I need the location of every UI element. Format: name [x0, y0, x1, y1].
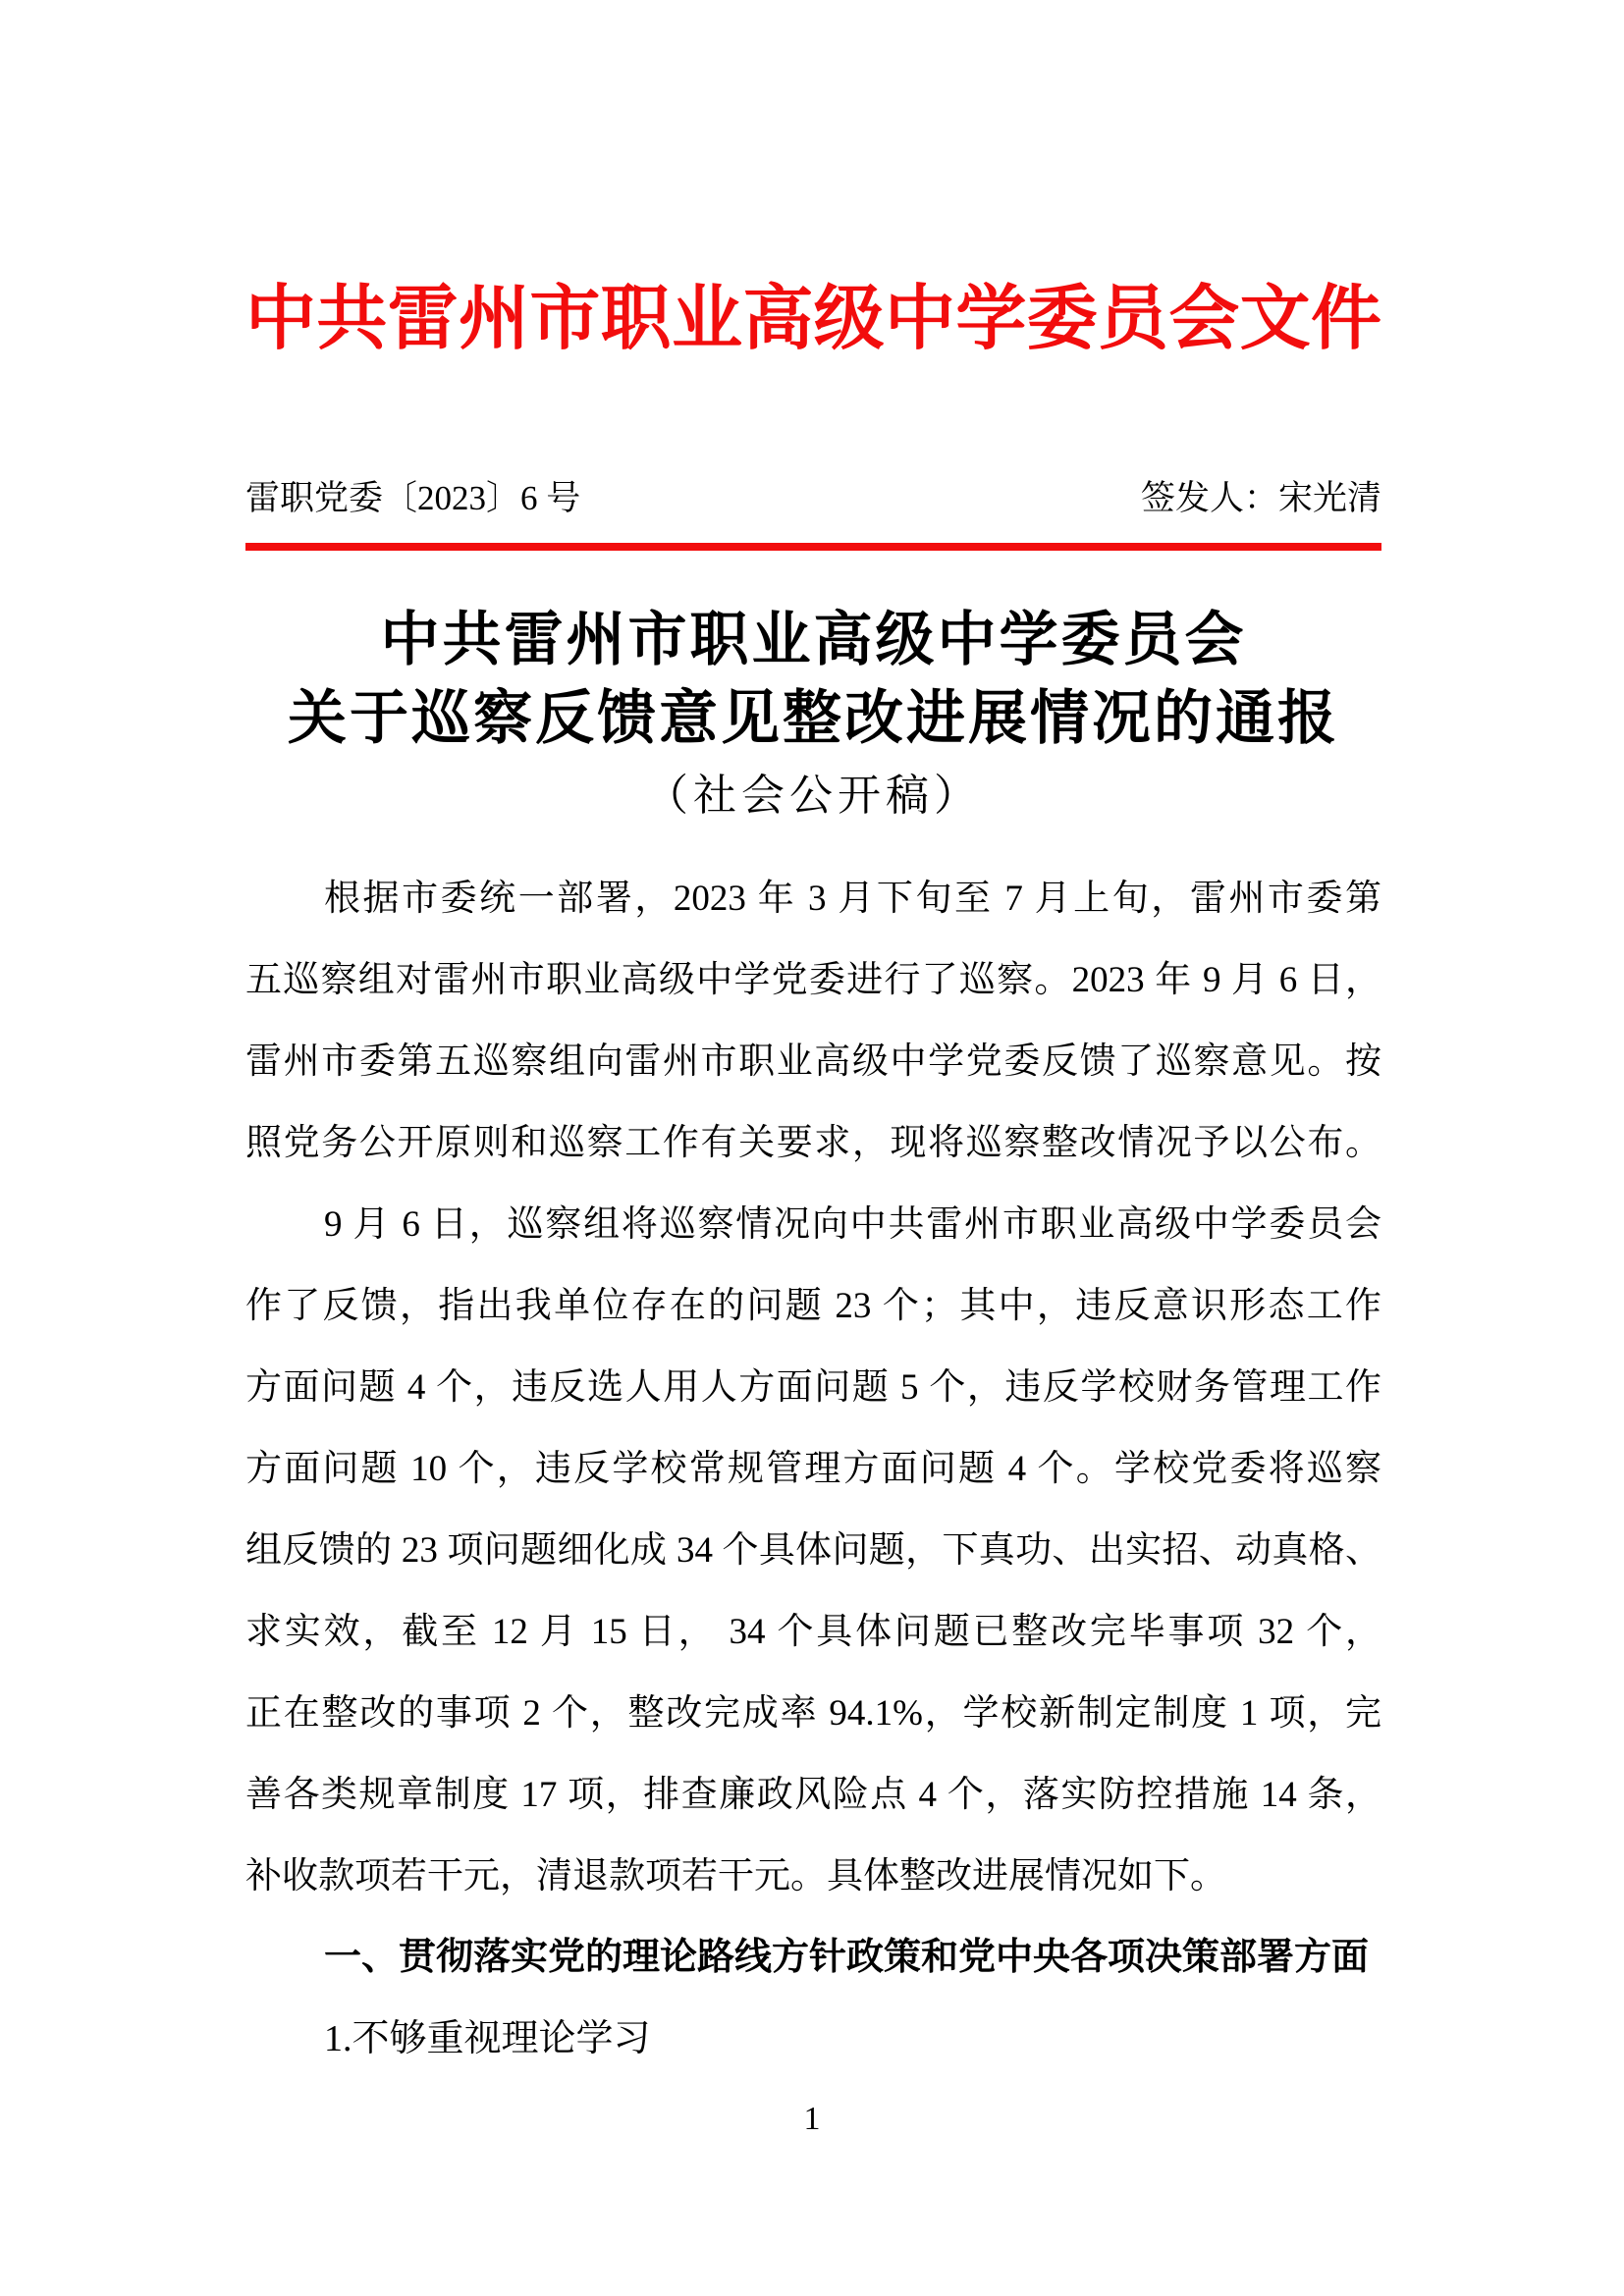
body-line: 作了反馈，指出我单位存在的问题 23 个；其中，违反意识形态工作 [245, 1286, 1381, 1326]
body-line: 求实效，截至 12 月 15 日， 34 个具体问题已整改完毕事项 32 个， [245, 1612, 1381, 1652]
document-meta-row [245, 473, 1381, 524]
body-line: 善各类规章制度 17 项，排查廉政风险点 4 个，落实防控措施 14 条， [245, 1775, 1381, 1815]
body-text [245, 858, 1381, 2080]
body-line: 根据市委统一部署，2023 年 3 月下旬至 7 月上旬，雷州市委第 [324, 879, 1381, 919]
title-subtitle: （社会公开稿） [645, 772, 982, 820]
body-line: 方面问题 10 个，违反学校常规管理方面问题 4 个。学校党委将巡察 [245, 1449, 1381, 1489]
body-line: 方面问题 4 个，违反选人用人方面问题 5 个，违反学校财务管理工作 [245, 1367, 1381, 1408]
document-number: 雷职党委〔2023〕6 号 [245, 479, 581, 517]
page-number: 1 [803, 2101, 821, 2137]
title-block [245, 601, 1381, 834]
body-line: 组反馈的 23 项问题细化成 34 个具体问题，下真功、出实招、动真格、 [245, 1530, 1381, 1571]
section-heading: 一、贯彻落实党的理论路线方针政策和党中央各项决策部署方面 [324, 1937, 1370, 1978]
body-line: 补收款项若干元，清退款项若干元。具体整改进展情况如下。 [245, 1856, 1226, 1896]
signer-label: 签发人：宋光清 [1140, 479, 1381, 517]
subsection-heading: 1.不够重视理论学习 [324, 2018, 651, 2059]
title-line-2: 关于巡察反馈意见整改进展情况的通报 [288, 686, 1339, 751]
body-line: 9 月 6 日，巡察组将巡察情况向中共雷州市职业高级中学委员会 [324, 1204, 1381, 1245]
body-line: 五巡察组对雷州市职业高级中学党委进行了巡察。2023 年 9 月 6 日， [245, 960, 1381, 1000]
letterhead-banner: 中共雷州市职业高级中学委员会文件 [245, 280, 1381, 358]
red-separator-rule [245, 543, 1381, 551]
body-line: 雷州市委第五巡察组向雷州市职业高级中学党委反馈了巡察意见。按 [245, 1041, 1381, 1082]
body-line: 照党务公开原则和巡察工作有关要求，现将巡察整改情况予以公布。 [245, 1123, 1381, 1163]
title-line-1: 中共雷州市职业高级中学委员会 [380, 608, 1247, 672]
body-line: 正在整改的事项 2 个，整改完成率 94.1%，学校新制定制度 1 项，完 [245, 1693, 1381, 1734]
